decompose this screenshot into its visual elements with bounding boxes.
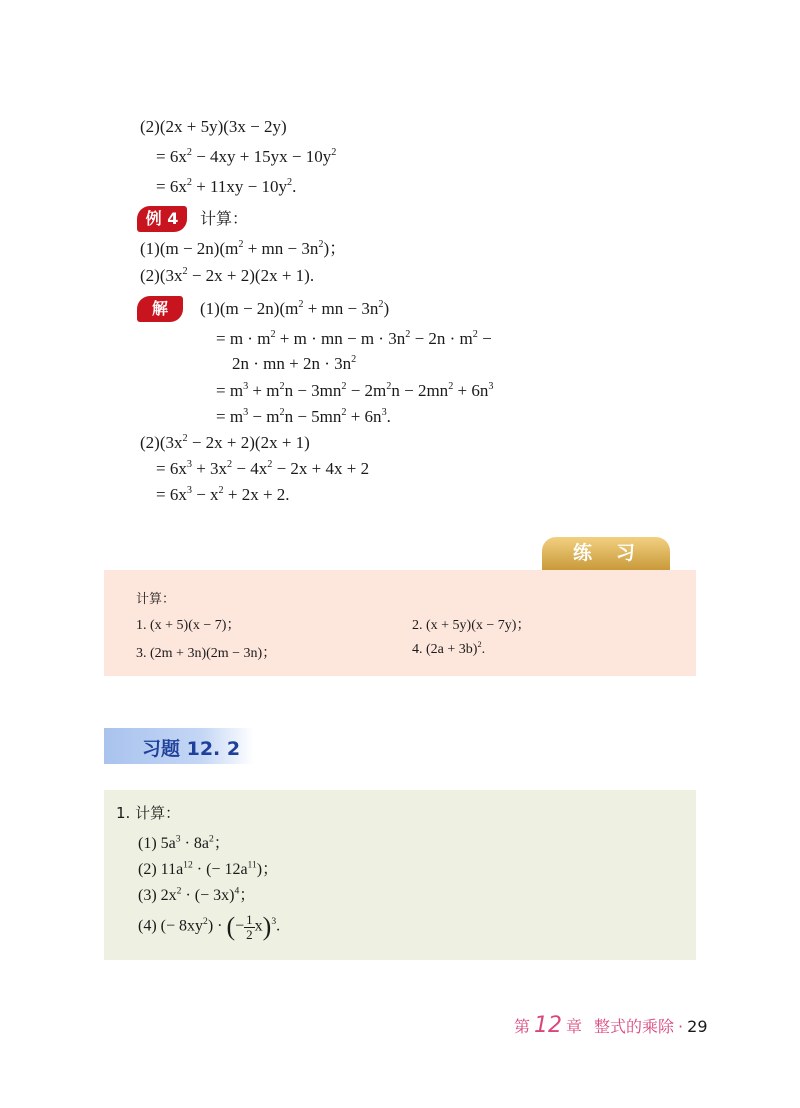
fraction [244, 913, 255, 942]
exponent: 2 [182, 265, 188, 277]
exponent: 3 [243, 406, 249, 418]
exponent: 3 [186, 458, 192, 470]
solution-line [156, 146, 336, 168]
exponent: 2 [351, 353, 357, 365]
practice-item-4 [412, 642, 485, 658]
expr: + 6n [346, 407, 382, 426]
expr: = m [216, 407, 244, 426]
expr: 4. (2a + 3b) [412, 642, 478, 657]
exponent: 11 [247, 859, 257, 871]
expr: + 11xy − 10y [191, 177, 287, 196]
exponent: 2 [341, 380, 347, 392]
expr: = 6x [156, 177, 187, 196]
exponent: 2 [341, 406, 347, 418]
practice-item-3: 3. (2m + 3n)(2m − 3n)； [136, 646, 277, 661]
expr: − 4x [232, 459, 268, 478]
exponent: 4 [234, 885, 240, 897]
expr: n − 3mn [284, 381, 342, 400]
exercise-item-1: 1. 计算： [116, 804, 181, 822]
footer-chapter-prefix: 第 [514, 1017, 531, 1036]
solution-line [232, 353, 356, 375]
exponent: 2 [186, 176, 192, 188]
exponent: 2 [318, 238, 324, 250]
page-number: 29 [687, 1017, 708, 1036]
footer-chapter-title: 整式的乘除 [594, 1017, 675, 1036]
question-line [140, 238, 346, 260]
expr: = m [216, 381, 244, 400]
numerator: 1 [246, 911, 253, 927]
expr: n − 5mn [284, 407, 342, 426]
expr: − [477, 329, 492, 348]
solution-line [216, 406, 391, 428]
exponent: 3 [175, 833, 181, 845]
expr: (3) 2x [138, 887, 177, 904]
exponent: 2 [218, 484, 224, 496]
exponent: 2 [267, 458, 273, 470]
solution-line [216, 328, 492, 350]
expr: + mn − 3n [243, 239, 319, 258]
exponent: 2 [378, 298, 384, 310]
practice-item-2: 2. (x + 5y)(x − 7y)； [412, 618, 531, 633]
solution-line [216, 380, 493, 402]
expr: . [276, 917, 281, 935]
exercise-box [104, 790, 696, 960]
expr: ； [213, 835, 230, 852]
practice-intro: 计算： [136, 592, 176, 607]
exponent: 3 [243, 380, 249, 392]
paren-open: ( [226, 912, 236, 941]
exponent: 2 [286, 176, 293, 188]
solution-line [156, 458, 369, 480]
exponent: 2 [203, 915, 208, 927]
expr: + 6n [453, 381, 489, 400]
exponent: 2 [298, 298, 304, 310]
expr: 2n · mn + 2n · 3n [232, 354, 352, 373]
expr: + m [248, 381, 280, 400]
solution-line [200, 298, 389, 320]
expr: = 6x [156, 459, 187, 478]
exponent: 2 [176, 885, 182, 897]
exponent: 3 [381, 406, 387, 418]
exercise-title: 习题 12. 2 [142, 738, 241, 760]
exponent: 2 [448, 380, 454, 392]
expr: + mn − 3n [303, 299, 379, 318]
expr: ) · [207, 917, 227, 935]
expr: − 2x + 2)(2x + 1) [187, 433, 310, 452]
expr: )； [256, 861, 279, 878]
expr: (2)(2x + 5y)(3x − 2y) [140, 117, 287, 136]
solution-line [156, 484, 290, 506]
expr: − 2n · m [410, 329, 473, 348]
solution-badge: 解 [137, 296, 183, 322]
expr: − 4xy + 15yx − 10y [191, 147, 332, 166]
expr: · (− 3x) [181, 887, 235, 904]
expr: + 2x + 2. [223, 485, 290, 504]
expr: ) [383, 299, 390, 318]
footer-dot: · [678, 1017, 684, 1036]
exponent: 12 [183, 859, 193, 871]
exercise-header [104, 728, 254, 764]
exponent: 2 [386, 380, 392, 392]
expr: = m · m [216, 329, 271, 348]
exponent: 2 [477, 640, 482, 650]
solution-line [140, 116, 287, 138]
expr: (2)(3x [140, 433, 183, 452]
expr: · (− 12a [192, 861, 248, 878]
exercise-sub-1 [138, 830, 230, 853]
denominator: 2 [246, 926, 253, 942]
exponent: 2 [238, 238, 244, 250]
expr: )； [323, 239, 347, 258]
footer-chapter-suffix: 章 [566, 1017, 583, 1036]
expr: (2)(3x [140, 266, 183, 285]
exponent: 2 [279, 380, 285, 392]
example-title: 计算： [200, 209, 249, 228]
expr: (1)(m − 2n)(m [140, 239, 239, 258]
expr: (2) 11a [138, 861, 184, 878]
exponent: 3 [186, 484, 192, 496]
solution-line [140, 432, 310, 454]
exponent: 2 [472, 328, 478, 340]
exponent: 2 [279, 406, 285, 418]
practice-item-1: 1. (x + 5)(x − 7)； [136, 618, 241, 633]
expr: . [292, 177, 297, 196]
expr: + m · mn − m · 3n [275, 329, 406, 348]
expr: n − 2mn [391, 381, 449, 400]
expr: = 6x [156, 147, 187, 166]
expr: − 2x + 2)(2x + 1). [187, 266, 315, 285]
expr: . [386, 407, 391, 426]
exercise-sub-3 [138, 882, 255, 905]
expr: − m [248, 407, 280, 426]
expr: − 2x + 4x + 2 [272, 459, 370, 478]
expr: . [481, 642, 486, 657]
exponent: 2 [209, 833, 214, 845]
expr: (1)(m − 2n)(m [200, 299, 299, 318]
expr: − 2m [346, 381, 387, 400]
expr: (4) (− 8xy [138, 917, 204, 935]
expr: x [254, 917, 263, 935]
expr: ； [239, 887, 256, 904]
practice-tab: 练习 [542, 537, 670, 570]
exponent: 2 [227, 458, 233, 470]
exponent: 2 [186, 146, 192, 158]
exponent: 2 [270, 328, 276, 340]
exponent: 3 [488, 380, 494, 392]
exponent: 2 [331, 146, 337, 158]
exponent: 2 [405, 328, 411, 340]
page-footer [514, 1013, 708, 1038]
expr: + 3x [191, 459, 228, 478]
footer-chapter-number: 12 [534, 1013, 563, 1038]
exponent: 2 [182, 432, 188, 444]
paren-close: ) [262, 912, 272, 941]
solution-line [156, 176, 296, 198]
example-badge: 例 4 [137, 206, 187, 232]
expr: − x [191, 485, 219, 504]
expr: = 6x [156, 485, 187, 504]
exponent: 3 [271, 915, 277, 927]
expr: (1) 5a [138, 835, 176, 852]
exercise-sub-2 [138, 856, 278, 879]
exercise-sub-4 [138, 912, 280, 942]
question-line [140, 265, 314, 287]
expr: − [235, 917, 245, 935]
practice-box [104, 570, 696, 676]
expr: · 8a [180, 835, 209, 852]
